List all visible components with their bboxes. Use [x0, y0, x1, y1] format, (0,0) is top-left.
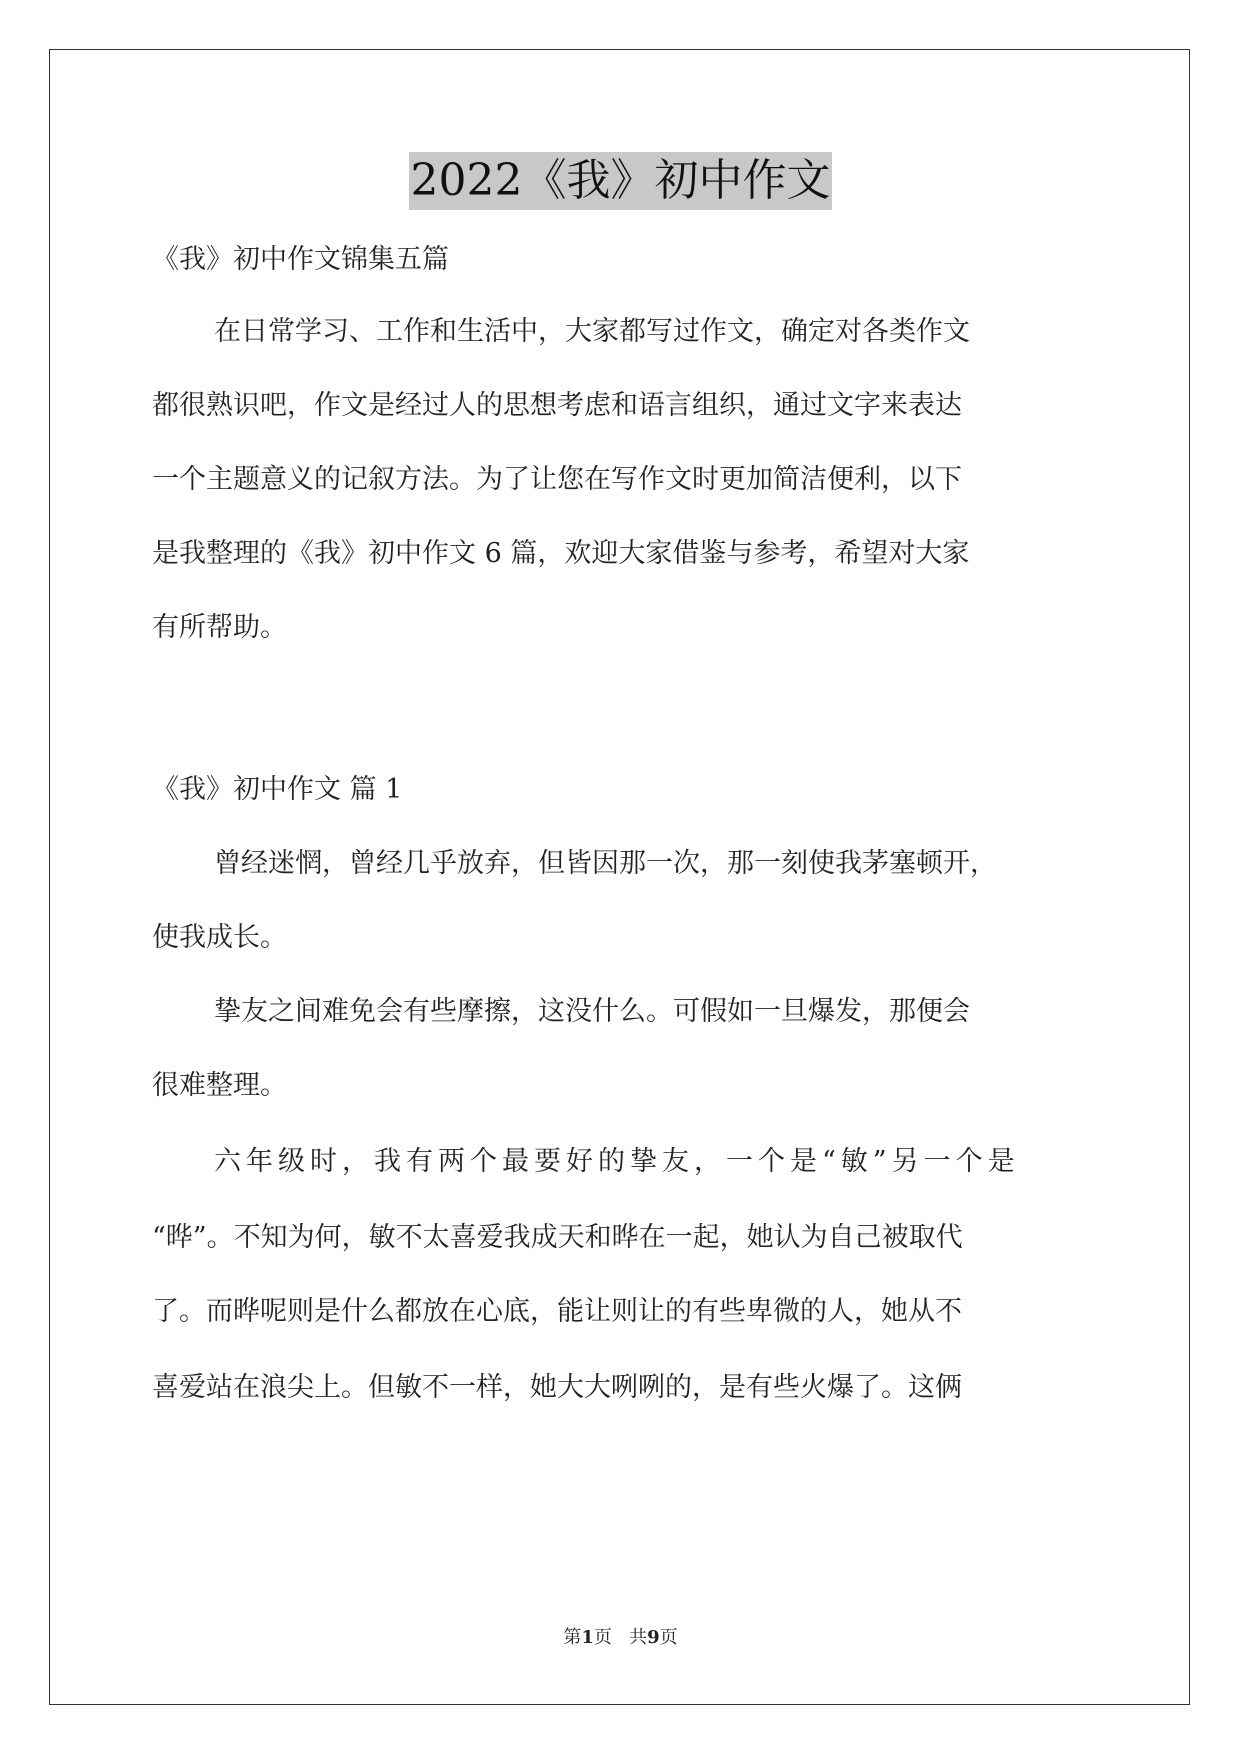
footer-prefix: 第 — [563, 1627, 582, 1648]
body-line: 了。而晔呢则是什么都放在心底，能让则让的有些卑微的人，她从不 — [152, 1296, 962, 1327]
intro-line: 一个主题意义的记叙方法。为了让您在写作文时更加简洁便利，以下 — [152, 464, 962, 495]
body-line: 使我成长。 — [152, 922, 287, 953]
footer-total-pages: 9 — [647, 1627, 660, 1648]
section-heading: 《我》初中作文 篇 1 — [152, 774, 403, 805]
intro-line: 有所帮助。 — [152, 612, 287, 643]
footer-page-number: 1 — [581, 1627, 594, 1648]
subtitle: 《我》初中作文锦集五篇 — [152, 244, 449, 275]
body-line: 六年级时，我有两个最要好的挚友，一个是“敏”另一个是 — [214, 1146, 1020, 1177]
body-line: “晔”。不知为何，敏不太喜爱我成天和晔在一起，她认为自己被取代 — [152, 1222, 963, 1253]
intro-line: 在日常学习、工作和生活中，大家都写过作文，确定对各类作文 — [214, 316, 970, 347]
body-line: 曾经迷惘，曾经几乎放弃，但皆因那一次，那一刻使我茅塞顿开， — [214, 848, 997, 879]
document-title: 2022《我》初中作文 — [409, 152, 833, 210]
title-container — [0, 152, 1241, 210]
footer-suffix: 页 — [659, 1627, 678, 1648]
body-line: 喜爱站在浪尖上。但敏不一样，她大大咧咧的，是有些火爆了。这俩 — [152, 1372, 962, 1403]
footer-mid: 页 共 — [593, 1627, 648, 1648]
body-line: 挚友之间难免会有些摩擦，这没什么。可假如一旦爆发，那便会 — [214, 996, 970, 1027]
body-line: 很难整理。 — [152, 1070, 287, 1101]
intro-line: 都很熟识吧，作文是经过人的思想考虑和语言组织，通过文字来表达 — [152, 390, 962, 421]
page-footer — [0, 1625, 1241, 1651]
intro-line: 是我整理的《我》初中作文 6 篇，欢迎大家借鉴与参考，希望对大家 — [152, 538, 970, 569]
